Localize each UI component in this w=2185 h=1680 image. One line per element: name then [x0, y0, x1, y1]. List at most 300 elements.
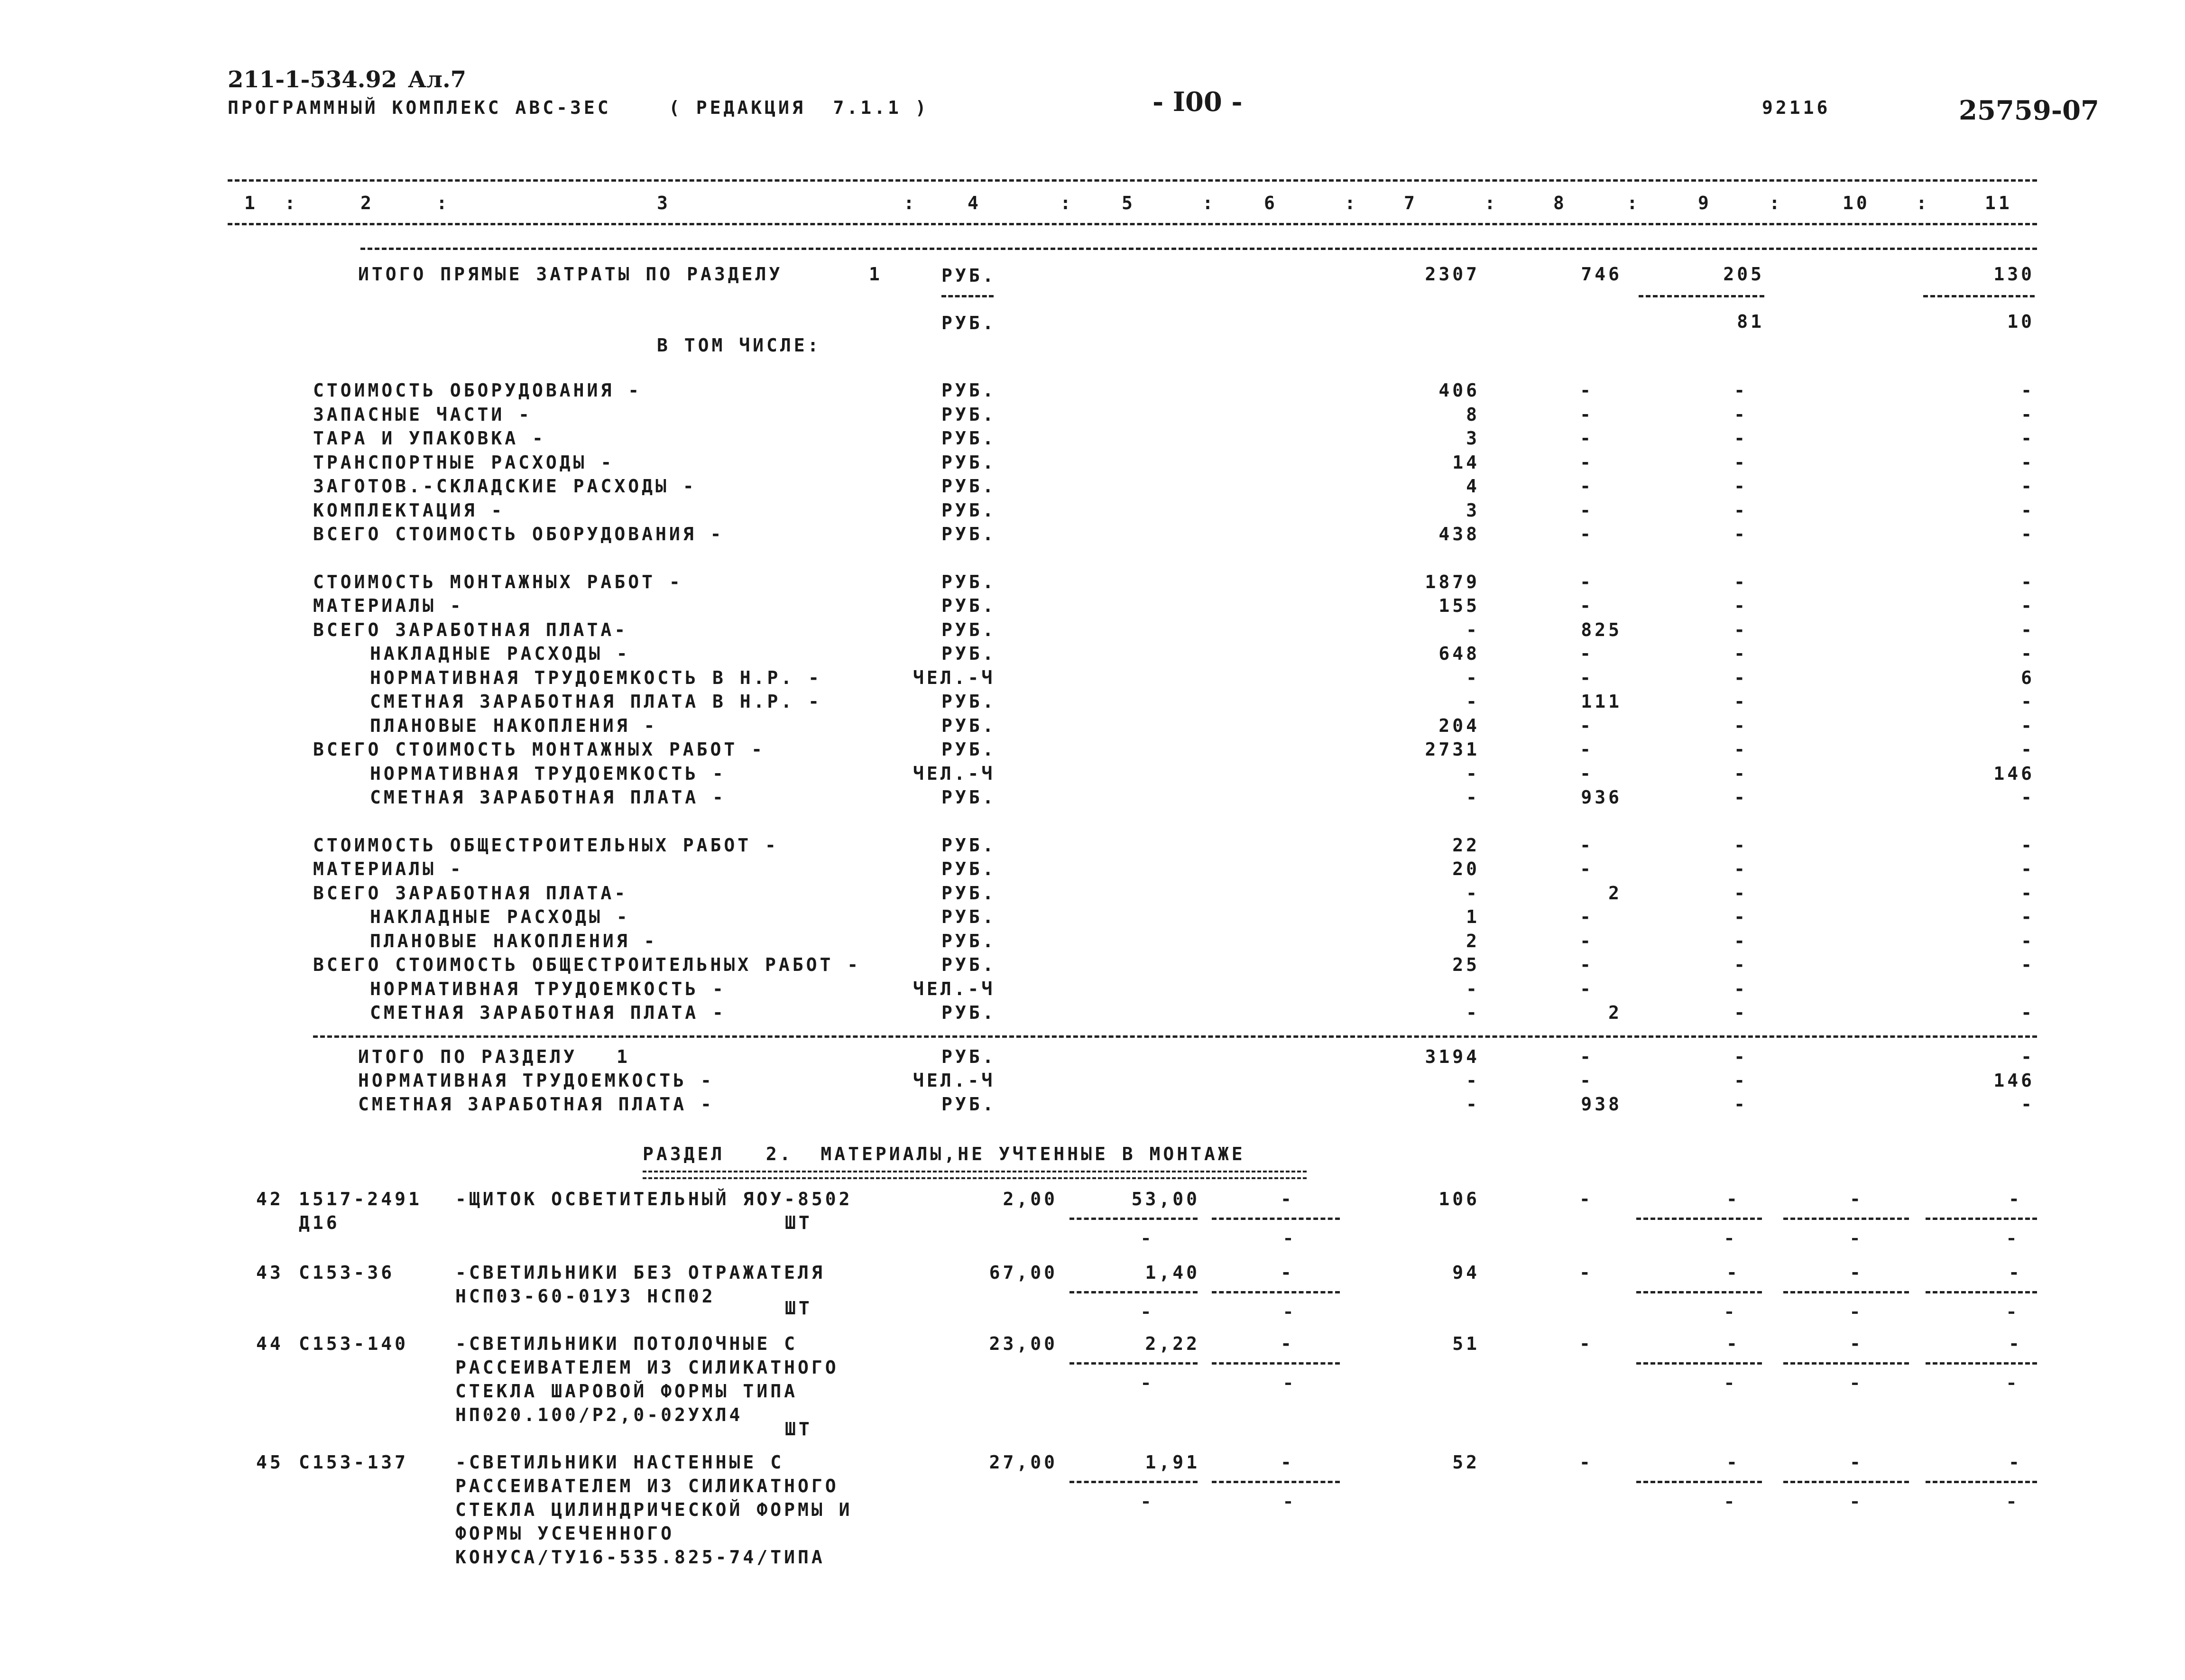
total-col11: -	[2021, 1094, 2035, 1115]
column-number-9: 9	[1698, 193, 1712, 213]
row-col8: -	[1580, 428, 1594, 449]
item-empty-mark	[1285, 1238, 1291, 1240]
row-col9: -	[1734, 452, 1748, 473]
row-label: ТРАНСПОРТНЫЕ РАСХОДЫ -	[313, 452, 615, 473]
row-col9: -	[1734, 978, 1748, 999]
item-unit: ШТ	[785, 1419, 812, 1440]
row-col8: -	[1580, 571, 1594, 592]
total-label: НОРМАТИВНАЯ ТРУДОЕМКОСТЬ -	[358, 1070, 714, 1091]
row-unit: РУБ.	[941, 452, 996, 473]
row-col11: -	[2021, 499, 2035, 521]
row-col7: 20	[1452, 858, 1480, 879]
row-col9: -	[1734, 1002, 1748, 1023]
item-description-line: -ЩИТОК ОСВЕТИТЕЛЬНЫЙ ЯОУ-8502	[455, 1189, 853, 1209]
column-separator: :	[1202, 193, 1216, 213]
row-col9: -	[1734, 691, 1748, 712]
row-label: ВСЕГО ЗАРАБОТНАЯ ПЛАТА-	[313, 882, 628, 904]
row-col8: -	[1580, 978, 1594, 999]
item-col10: -	[1850, 1333, 1863, 1354]
item-description-line: -СВЕТИЛЬНИКИ ПОТОЛОЧНЫЕ С	[455, 1333, 798, 1354]
column-number-7: 7	[1404, 193, 1418, 213]
item-quantity: 23,00	[989, 1333, 1058, 1354]
column-separator: :	[1484, 193, 1498, 213]
program-name: ПРОГРАММНЫЙ КОМПЛЕКС АВС-3ЕС	[228, 97, 611, 118]
row-col7: 204	[1438, 715, 1480, 736]
column-number-2: 2	[360, 193, 374, 213]
item-col8: -	[1579, 1333, 1593, 1354]
column-number-4: 4	[968, 193, 981, 213]
item-column-rule	[1212, 1218, 1340, 1220]
summary-col7: 2307	[1425, 264, 1480, 285]
row-label: НОРМАТИВНАЯ ТРУДОЕМКОСТЬ -	[370, 978, 726, 999]
item-description-line: КОНУСА/ТУ16-535.825-74/ТИПА	[455, 1547, 825, 1568]
row-col9: -	[1734, 882, 1748, 904]
item-column-rule	[1636, 1362, 1762, 1365]
row-label: НОРМАТИВНАЯ ТРУДОЕМКОСТЬ -	[370, 763, 726, 784]
row-label: ТАРА И УПАКОВКА -	[313, 428, 546, 449]
column-number-1: 1	[244, 193, 258, 213]
row-col7: 2731	[1425, 739, 1480, 760]
column-number-10: 10	[1843, 193, 1870, 213]
row-col11: -	[2021, 715, 2035, 736]
column-separator: :	[1916, 193, 1930, 213]
item-column-rule	[1926, 1481, 2037, 1483]
row-label: СМЕТНАЯ ЗАРАБОТНАЯ ПЛАТА -	[370, 787, 726, 808]
item-empty-mark	[1285, 1383, 1291, 1385]
item-description-line: -СВЕТИЛЬНИКИ БЕЗ ОТРАЖАТЕЛЯ	[455, 1262, 825, 1283]
item-col11: -	[2009, 1262, 2022, 1283]
item-col8: -	[1579, 1189, 1593, 1209]
item-price: 1,91	[1145, 1452, 1200, 1473]
row-col11: -	[2021, 930, 2035, 951]
row-col9: -	[1734, 643, 1748, 664]
item-col7: 51	[1452, 1333, 1480, 1354]
row-unit: ЧЕЛ.-Ч	[913, 667, 996, 688]
row-col7: 438	[1438, 524, 1480, 545]
total-label: ИТОГО ПО РАЗДЕЛУ	[358, 1046, 578, 1067]
row-col8: -	[1580, 739, 1594, 760]
row-unit: РУБ.	[941, 404, 996, 425]
item-description-line: НСП03-60-01У3 НСП02	[455, 1286, 716, 1307]
total-unit: РУБ.	[941, 1094, 996, 1115]
column-separator: :	[436, 193, 450, 213]
row-col7: -	[1466, 667, 1480, 688]
row-col7: 25	[1452, 954, 1480, 975]
including-heading: В ТОМ ЧИСЛЕ:	[657, 335, 821, 356]
row-col8: -	[1580, 643, 1594, 664]
total-top-rule	[313, 1035, 2037, 1038]
total-col8: -	[1580, 1070, 1594, 1091]
column-number-11: 11	[1985, 193, 2012, 213]
row-col9: -	[1734, 667, 1748, 688]
total-unit: ЧЕЛ.-Ч	[913, 1070, 996, 1091]
item-price: 2,22	[1145, 1333, 1200, 1354]
summary-col11-2: 10	[2007, 311, 2035, 332]
item-number: 44	[256, 1333, 284, 1354]
row-col7: 1879	[1425, 571, 1480, 592]
row-unit: РУБ.	[941, 1002, 996, 1023]
row-col8: -	[1580, 380, 1594, 401]
summary-unit: РУБ.	[941, 265, 996, 286]
row-col8: -	[1580, 858, 1594, 879]
item-description-line: СТЕКЛА ШАРОВОЙ ФОРМЫ ТИПА	[455, 1381, 798, 1402]
column-separator: :	[1769, 193, 1783, 213]
row-col9: -	[1734, 954, 1748, 975]
row-label: ПЛАНОВЫЕ НАКОПЛЕНИЯ -	[370, 715, 658, 736]
row-col11: -	[2021, 954, 2035, 975]
row-col9: -	[1734, 715, 1748, 736]
item-empty-mark	[1852, 1311, 1858, 1314]
row-col7: 4	[1466, 476, 1480, 497]
row-col7: 3	[1466, 428, 1480, 449]
item-column-rule	[1926, 1362, 2037, 1365]
row-col11: -	[2021, 787, 2035, 808]
summary-col11-rule	[1923, 295, 2035, 297]
table-top-rule	[228, 179, 2037, 182]
item-col9: -	[1726, 1189, 1740, 1209]
item-empty-mark	[2009, 1311, 2014, 1314]
row-label: ПЛАНОВЫЕ НАКОПЛЕНИЯ -	[370, 930, 658, 951]
row-col11: -	[2021, 452, 2035, 473]
row-col7: -	[1466, 619, 1480, 640]
summary-title: ИТОГО ПРЯМЫЕ ЗАТРАТЫ ПО РАЗДЕЛУ	[358, 264, 783, 285]
row-label: СМЕТНАЯ ЗАРАБОТНАЯ ПЛАТА В Н.Р. -	[370, 691, 822, 712]
row-col7: 648	[1438, 643, 1480, 664]
row-col11: -	[2021, 858, 2035, 879]
row-col9: -	[1734, 476, 1748, 497]
row-col9: -	[1734, 571, 1748, 592]
summary-col9-rule	[1639, 295, 1764, 297]
column-number-3: 3	[657, 193, 671, 213]
row-col11: -	[2021, 906, 2035, 927]
item-number: 45	[256, 1452, 284, 1473]
row-col8: 2	[1608, 882, 1622, 904]
item-quantity: 27,00	[989, 1452, 1058, 1473]
total-col9: -	[1734, 1070, 1748, 1091]
row-label: НОРМАТИВНАЯ ТРУДОЕМКОСТЬ В Н.Р. -	[370, 667, 822, 688]
item-col7: 52	[1452, 1452, 1480, 1473]
row-label: МАТЕРИАЛЫ -	[313, 595, 464, 616]
column-number-5: 5	[1122, 193, 1135, 213]
item-col11: -	[2009, 1333, 2022, 1354]
item-column-rule	[1636, 1291, 1762, 1293]
item-column-rule	[1926, 1291, 2037, 1293]
total-col9: -	[1734, 1046, 1748, 1067]
row-label: СМЕТНАЯ ЗАРАБОТНАЯ ПЛАТА -	[370, 1002, 726, 1023]
section-2-title: РАЗДЕЛ 2. МАТЕРИАЛЫ,НЕ УЧТЕННЫЕ В МОНТАЖЕ	[643, 1144, 1245, 1164]
row-unit: РУБ.	[941, 834, 996, 856]
row-col9: -	[1734, 858, 1748, 879]
row-unit: РУБ.	[941, 571, 996, 592]
row-unit: РУБ.	[941, 380, 996, 401]
item-number: 43	[256, 1262, 284, 1283]
row-col9: -	[1734, 499, 1748, 521]
row-unit: РУБ.	[941, 428, 996, 449]
page-number: - I00 -	[1152, 86, 1243, 118]
item-col9: -	[1726, 1262, 1740, 1283]
total-col9: -	[1734, 1094, 1748, 1115]
column-separator: :	[904, 193, 917, 213]
item-empty-mark	[1852, 1238, 1858, 1240]
row-col9: -	[1734, 787, 1748, 808]
row-col8: -	[1580, 499, 1594, 521]
row-col7: 2	[1466, 930, 1480, 951]
item-column-rule	[1212, 1481, 1340, 1483]
item-price: 1,40	[1145, 1262, 1200, 1283]
item-description-line: -СВЕТИЛЬНИКИ НАСТЕННЫЕ С	[455, 1452, 784, 1473]
row-col11: -	[2021, 404, 2035, 425]
row-unit: РУБ.	[941, 954, 996, 975]
item-column-rule	[1069, 1218, 1198, 1220]
row-col7: 3	[1466, 499, 1480, 521]
item-column-rule	[1069, 1481, 1198, 1483]
row-col8: -	[1580, 715, 1594, 736]
total-col11: 146	[1993, 1070, 2035, 1091]
row-col7: -	[1466, 763, 1480, 784]
item-unit: ШТ	[785, 1298, 812, 1319]
row-unit: РУБ.	[941, 858, 996, 879]
item-col6: -	[1281, 1189, 1294, 1209]
row-col8: -	[1580, 834, 1594, 856]
row-col11: 6	[2021, 667, 2035, 688]
item-empty-mark	[1143, 1238, 1149, 1240]
row-unit: РУБ.	[941, 643, 996, 664]
row-col8: -	[1580, 452, 1594, 473]
item-col11: -	[2009, 1452, 2022, 1473]
item-col10: -	[1850, 1262, 1863, 1283]
total-col7: 3194	[1425, 1046, 1480, 1067]
row-col7: 22	[1452, 834, 1480, 856]
registration-stamp: 25759-07	[1959, 95, 2099, 126]
item-col9: -	[1726, 1333, 1740, 1354]
summary-section: 1	[869, 264, 883, 285]
row-col7: 406	[1438, 380, 1480, 401]
row-unit: РУБ.	[941, 619, 996, 640]
total-col7: -	[1466, 1070, 1480, 1091]
row-unit: РУБ.	[941, 595, 996, 616]
row-col11: -	[2021, 834, 2035, 856]
row-col11: -	[2021, 380, 2035, 401]
item-column-rule	[1069, 1362, 1198, 1365]
row-col11: -	[2021, 619, 2035, 640]
item-column-rule	[1636, 1481, 1762, 1483]
item-code-suffix: Д16	[299, 1212, 340, 1233]
row-col11: -	[2021, 428, 2035, 449]
row-label: НАКЛАДНЫЕ РАСХОДЫ -	[370, 643, 630, 664]
row-label: ВСЕГО СТОИМОСТЬ МОНТАЖНЫХ РАБОТ -	[313, 739, 765, 760]
item-code: С153-36	[299, 1262, 395, 1283]
item-empty-mark	[2009, 1383, 2014, 1385]
column-header-rule-2	[360, 248, 2037, 250]
section-2-underline	[643, 1171, 1307, 1179]
row-unit: ЧЕЛ.-Ч	[913, 763, 996, 784]
item-empty-mark	[1285, 1501, 1291, 1504]
row-col7: -	[1466, 787, 1480, 808]
item-col10: -	[1850, 1189, 1863, 1209]
summary-unit-rule	[941, 295, 994, 297]
row-col9: -	[1734, 930, 1748, 951]
row-label: СТОИМОСТЬ ОБЩЕСТРОИТЕЛЬНЫХ РАБОТ -	[313, 834, 779, 856]
row-label: ЗАПАСНЫЕ ЧАСТИ -	[313, 404, 533, 425]
summary-col9-2: 81	[1737, 311, 1764, 332]
row-col9: -	[1734, 763, 1748, 784]
row-col8: -	[1580, 476, 1594, 497]
row-unit: РУБ.	[941, 524, 996, 545]
item-unit: ШТ	[785, 1212, 812, 1233]
row-col9: -	[1734, 428, 1748, 449]
row-col8: -	[1580, 404, 1594, 425]
item-description-line: СТЕКЛА ЦИЛИНДРИЧЕСКОЙ ФОРМЫ И	[455, 1499, 853, 1520]
item-column-rule	[1926, 1218, 2037, 1220]
row-col11: -	[2021, 595, 2035, 616]
item-description-line: ФОРМЫ УСЕЧЕННОГО	[455, 1523, 675, 1544]
summary-col11: 130	[1993, 264, 2035, 285]
total-section: 1	[617, 1046, 630, 1067]
column-separator: :	[1627, 193, 1641, 213]
row-col8: 111	[1581, 691, 1622, 712]
total-unit: РУБ.	[941, 1046, 996, 1067]
doc-number: 211-1-534.92	[228, 66, 397, 93]
row-col8: -	[1580, 667, 1594, 688]
total-label: СМЕТНАЯ ЗАРАБОТНАЯ ПЛАТА -	[358, 1094, 714, 1115]
item-empty-mark	[1852, 1501, 1858, 1504]
row-unit: РУБ.	[941, 476, 996, 497]
row-col11: -	[2021, 643, 2035, 664]
total-col7: -	[1466, 1094, 1480, 1115]
item-empty-mark	[1143, 1501, 1149, 1504]
row-unit: РУБ.	[941, 691, 996, 712]
row-unit: РУБ.	[941, 715, 996, 736]
row-col8: -	[1580, 906, 1594, 927]
item-column-rule	[1212, 1362, 1340, 1365]
item-col6: -	[1281, 1452, 1294, 1473]
row-col8: 936	[1581, 787, 1622, 808]
row-col11: -	[2021, 1002, 2035, 1023]
row-col9: -	[1734, 906, 1748, 927]
row-col8: -	[1580, 930, 1594, 951]
item-code: С153-140	[299, 1333, 409, 1354]
column-separator: :	[1345, 193, 1358, 213]
item-empty-mark	[1726, 1501, 1732, 1504]
row-col11: -	[2021, 476, 2035, 497]
item-column-rule	[1783, 1218, 1909, 1220]
column-number-6: 6	[1264, 193, 1278, 213]
column-number-8: 8	[1553, 193, 1567, 213]
summary-col8: 746	[1581, 264, 1622, 285]
total-col8: 938	[1581, 1094, 1622, 1115]
item-col9: -	[1726, 1452, 1740, 1473]
item-col7: 106	[1438, 1189, 1480, 1209]
item-column-rule	[1636, 1218, 1762, 1220]
row-col8: -	[1580, 954, 1594, 975]
item-empty-mark	[1726, 1383, 1732, 1385]
row-unit: РУБ.	[941, 906, 996, 927]
row-col9: -	[1734, 380, 1748, 401]
item-empty-mark	[1143, 1311, 1149, 1314]
row-label: ВСЕГО СТОИМОСТЬ ОБЩЕСТРОИТЕЛЬНЫХ РАБОТ -	[313, 954, 861, 975]
item-empty-mark	[1285, 1311, 1291, 1314]
column-separator: :	[285, 193, 298, 213]
item-empty-mark	[1143, 1383, 1149, 1385]
row-label: ВСЕГО СТОИМОСТЬ ОБОРУДОВАНИЯ -	[313, 524, 724, 545]
item-empty-mark	[2009, 1501, 2014, 1504]
row-col7: -	[1466, 1002, 1480, 1023]
row-col7: 1	[1466, 906, 1480, 927]
item-col10: -	[1850, 1452, 1863, 1473]
row-col7: -	[1466, 978, 1480, 999]
row-label: СТОИМОСТЬ МОНТАЖНЫХ РАБОТ -	[313, 571, 683, 592]
item-quantity: 67,00	[989, 1262, 1058, 1283]
item-column-rule	[1783, 1291, 1909, 1293]
row-unit: РУБ.	[941, 499, 996, 521]
item-number: 42	[256, 1189, 284, 1209]
row-label: ВСЕГО ЗАРАБОТНАЯ ПЛАТА-	[313, 619, 628, 640]
item-empty-mark	[1726, 1238, 1732, 1240]
row-label: НАКЛАДНЫЕ РАСХОДЫ -	[370, 906, 630, 927]
row-col9: -	[1734, 404, 1748, 425]
item-col8: -	[1579, 1262, 1593, 1283]
total-col11: -	[2021, 1046, 2035, 1067]
item-description-line: РАССЕИВАТЕЛЕМ ИЗ СИЛИКАТНОГО	[455, 1476, 839, 1496]
row-col9: -	[1734, 595, 1748, 616]
row-unit: РУБ.	[941, 930, 996, 951]
row-label: ЗАГОТОВ.-СКЛАДСКИЕ РАСХОДЫ -	[313, 476, 697, 497]
item-col6: -	[1281, 1333, 1294, 1354]
item-price: 53,00	[1131, 1189, 1200, 1209]
row-col8: -	[1580, 763, 1594, 784]
item-column-rule	[1212, 1291, 1340, 1293]
row-col9: -	[1734, 619, 1748, 640]
row-col9: -	[1734, 834, 1748, 856]
row-col7: 14	[1452, 452, 1480, 473]
album-number: Ал.7	[408, 66, 467, 93]
row-col11: -	[2021, 524, 2035, 545]
row-col9: -	[1734, 524, 1748, 545]
item-column-rule	[1069, 1291, 1198, 1293]
row-col11: 146	[1993, 763, 2035, 784]
column-separator: :	[1060, 193, 1074, 213]
row-col11: -	[2021, 739, 2035, 760]
row-col7: 8	[1466, 404, 1480, 425]
item-description-line: НП020.100/Р2,0-02УХЛ4	[455, 1404, 743, 1425]
column-header-rule	[228, 223, 2037, 225]
row-col8: 2	[1608, 1002, 1622, 1023]
item-empty-mark	[1852, 1383, 1858, 1385]
item-code: 1517-2491	[299, 1189, 422, 1209]
row-unit: ЧЕЛ.-Ч	[913, 978, 996, 999]
item-col8: -	[1579, 1452, 1593, 1473]
item-code: С153-137	[299, 1452, 409, 1473]
item-description-line: РАССЕИВАТЕЛЕМ ИЗ СИЛИКАТНОГО	[455, 1357, 839, 1378]
row-col11: -	[2021, 571, 2035, 592]
item-col7: 94	[1452, 1262, 1480, 1283]
row-col7: -	[1466, 691, 1480, 712]
row-label: СТОИМОСТЬ ОБОРУДОВАНИЯ -	[313, 380, 642, 401]
summary-unit-2: РУБ.	[941, 313, 996, 333]
item-column-rule	[1783, 1481, 1909, 1483]
row-label: МАТЕРИАЛЫ -	[313, 858, 464, 879]
summary-col9: 205	[1723, 264, 1764, 285]
row-col8: -	[1580, 524, 1594, 545]
item-col6: -	[1281, 1262, 1294, 1283]
item-quantity: 2,00	[1003, 1189, 1058, 1209]
row-col11: -	[2021, 882, 2035, 904]
row-unit: РУБ.	[941, 739, 996, 760]
total-col8: -	[1580, 1046, 1594, 1067]
row-col8: -	[1580, 595, 1594, 616]
item-col11: -	[2009, 1189, 2022, 1209]
row-unit: РУБ.	[941, 882, 996, 904]
